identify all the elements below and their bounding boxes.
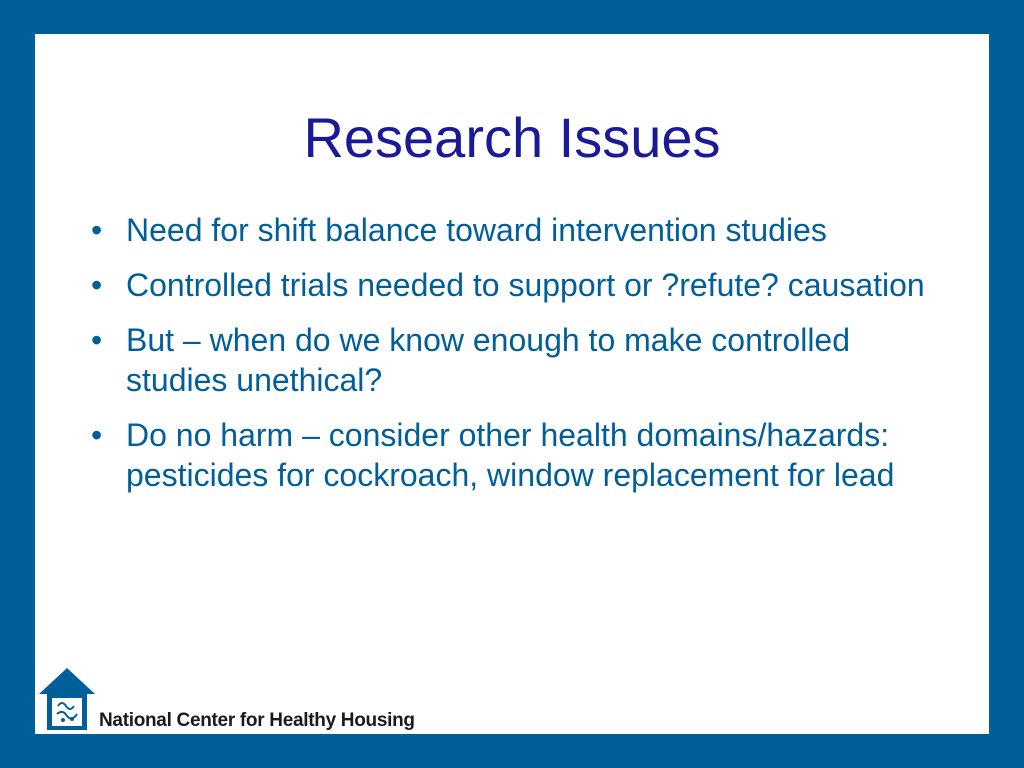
organization-logo <box>37 666 457 736</box>
house-logo-icon <box>37 666 97 734</box>
bullet-list <box>89 210 929 510</box>
bullet-icon: • <box>91 322 103 358</box>
bullet-item <box>89 415 929 495</box>
bullet-text: But – when do we know enough to make controlled studies unethical? <box>126 322 851 398</box>
slide-title: Research Issues <box>303 106 721 169</box>
bullet-text: Do no harm – consider other health domains/hazards: pesticides for cockroach, window replacement for lead <box>126 417 895 493</box>
slide-canvas <box>35 34 989 734</box>
organization-name: National Center for Healthy Housing <box>99 710 415 731</box>
bullet-icon: • <box>91 212 103 248</box>
bullet-item <box>89 210 929 250</box>
bullet-item <box>89 320 929 400</box>
bullet-text: Need for shift balance toward intervention studies <box>126 212 827 248</box>
bullet-icon: • <box>91 417 103 453</box>
bullet-item <box>89 265 929 305</box>
bullet-text: Controlled trials needed to support or ?refute? causation <box>126 267 925 303</box>
bullet-icon: • <box>91 267 103 303</box>
